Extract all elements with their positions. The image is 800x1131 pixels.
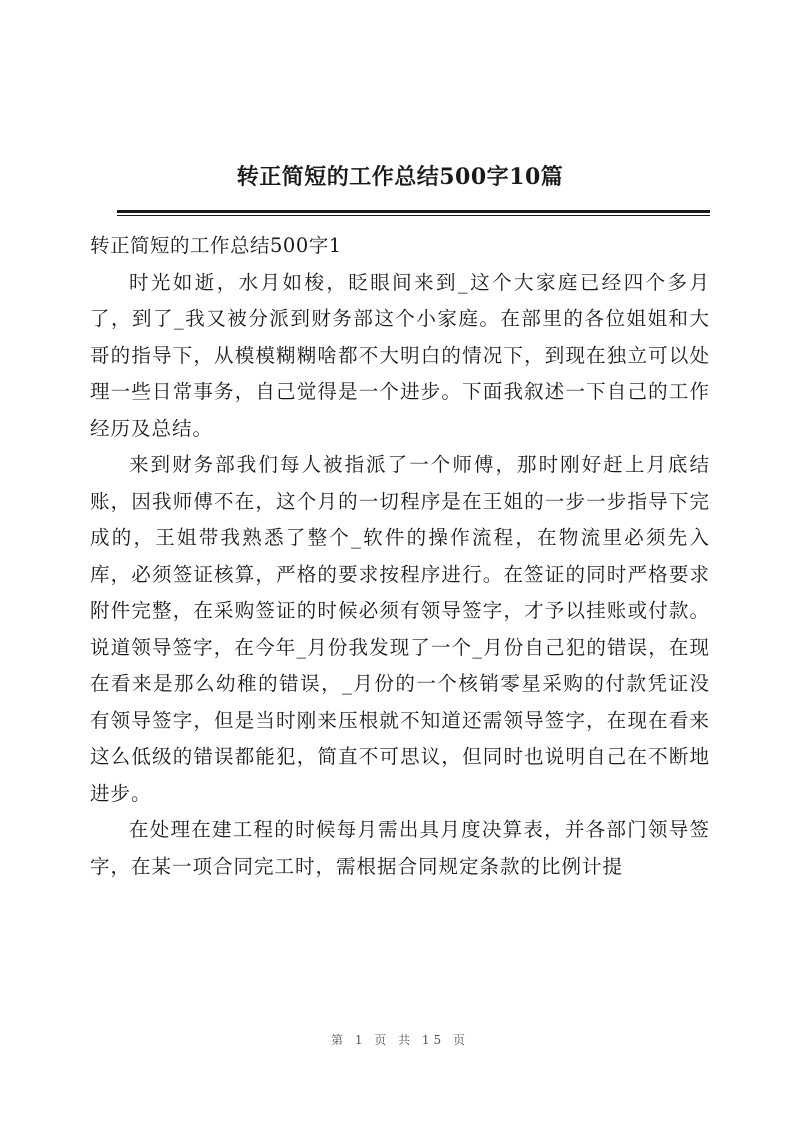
paragraph-2: 来到财务部我们每人被指派了一个师傅，那时刚好赶上月底结账，因我师傅不在，这个月的一切程序是在王姐的一步一步指导下完成的，王姐带我熟悉了整个_软件的操作流程，在物流里必须先入库，必须签证核算，严格的要求按程序进行。在签证的同时严格要求附件完整，在采购签证的时候必须有领导签字，才予以挂账或付款。说道领导签字，在今年_月份我发现了一个_月份自己犯的错误，在现在看来是那么幼稚的错误，_月份的一个核销零星采购的付款凭证没有领导签字，但是当时刚来压根就不知道还需领导签字，在现在看来这么低级的错误都能犯，简直不可思议，但同时也说明自己在不断地进步。: [90, 453, 710, 805]
title-divider-thin: [117, 215, 710, 216]
page-number-footer: 第 1 页 共 15 页: [331, 1033, 469, 1047]
section-heading: 转正简短的工作总结500字1: [90, 234, 342, 257]
document-body: [90, 228, 710, 885]
paragraph-1: 时光如逝，水月如梭，眨眼间来到_这个大家庭已经四个多月了，到了_我又被分派到财务部这个小家庭。在部里的各位姐姐和大哥的指导下，从模模糊糊啥都不大明白的情况下，到现在独立可以处理一些日常事务，自己觉得是一个进步。下面我叙述一下自己的工作经历及总结。: [90, 270, 710, 440]
title-divider-thick: [117, 210, 710, 213]
document-title: 转正简短的工作总结500字10篇: [236, 164, 564, 190]
paragraph-3: 在处理在建工程的时候每月需出具月度决算表，并各部门领导签字，在某一项合同完工时，需根据合同规定条款的比例计提: [90, 818, 710, 878]
